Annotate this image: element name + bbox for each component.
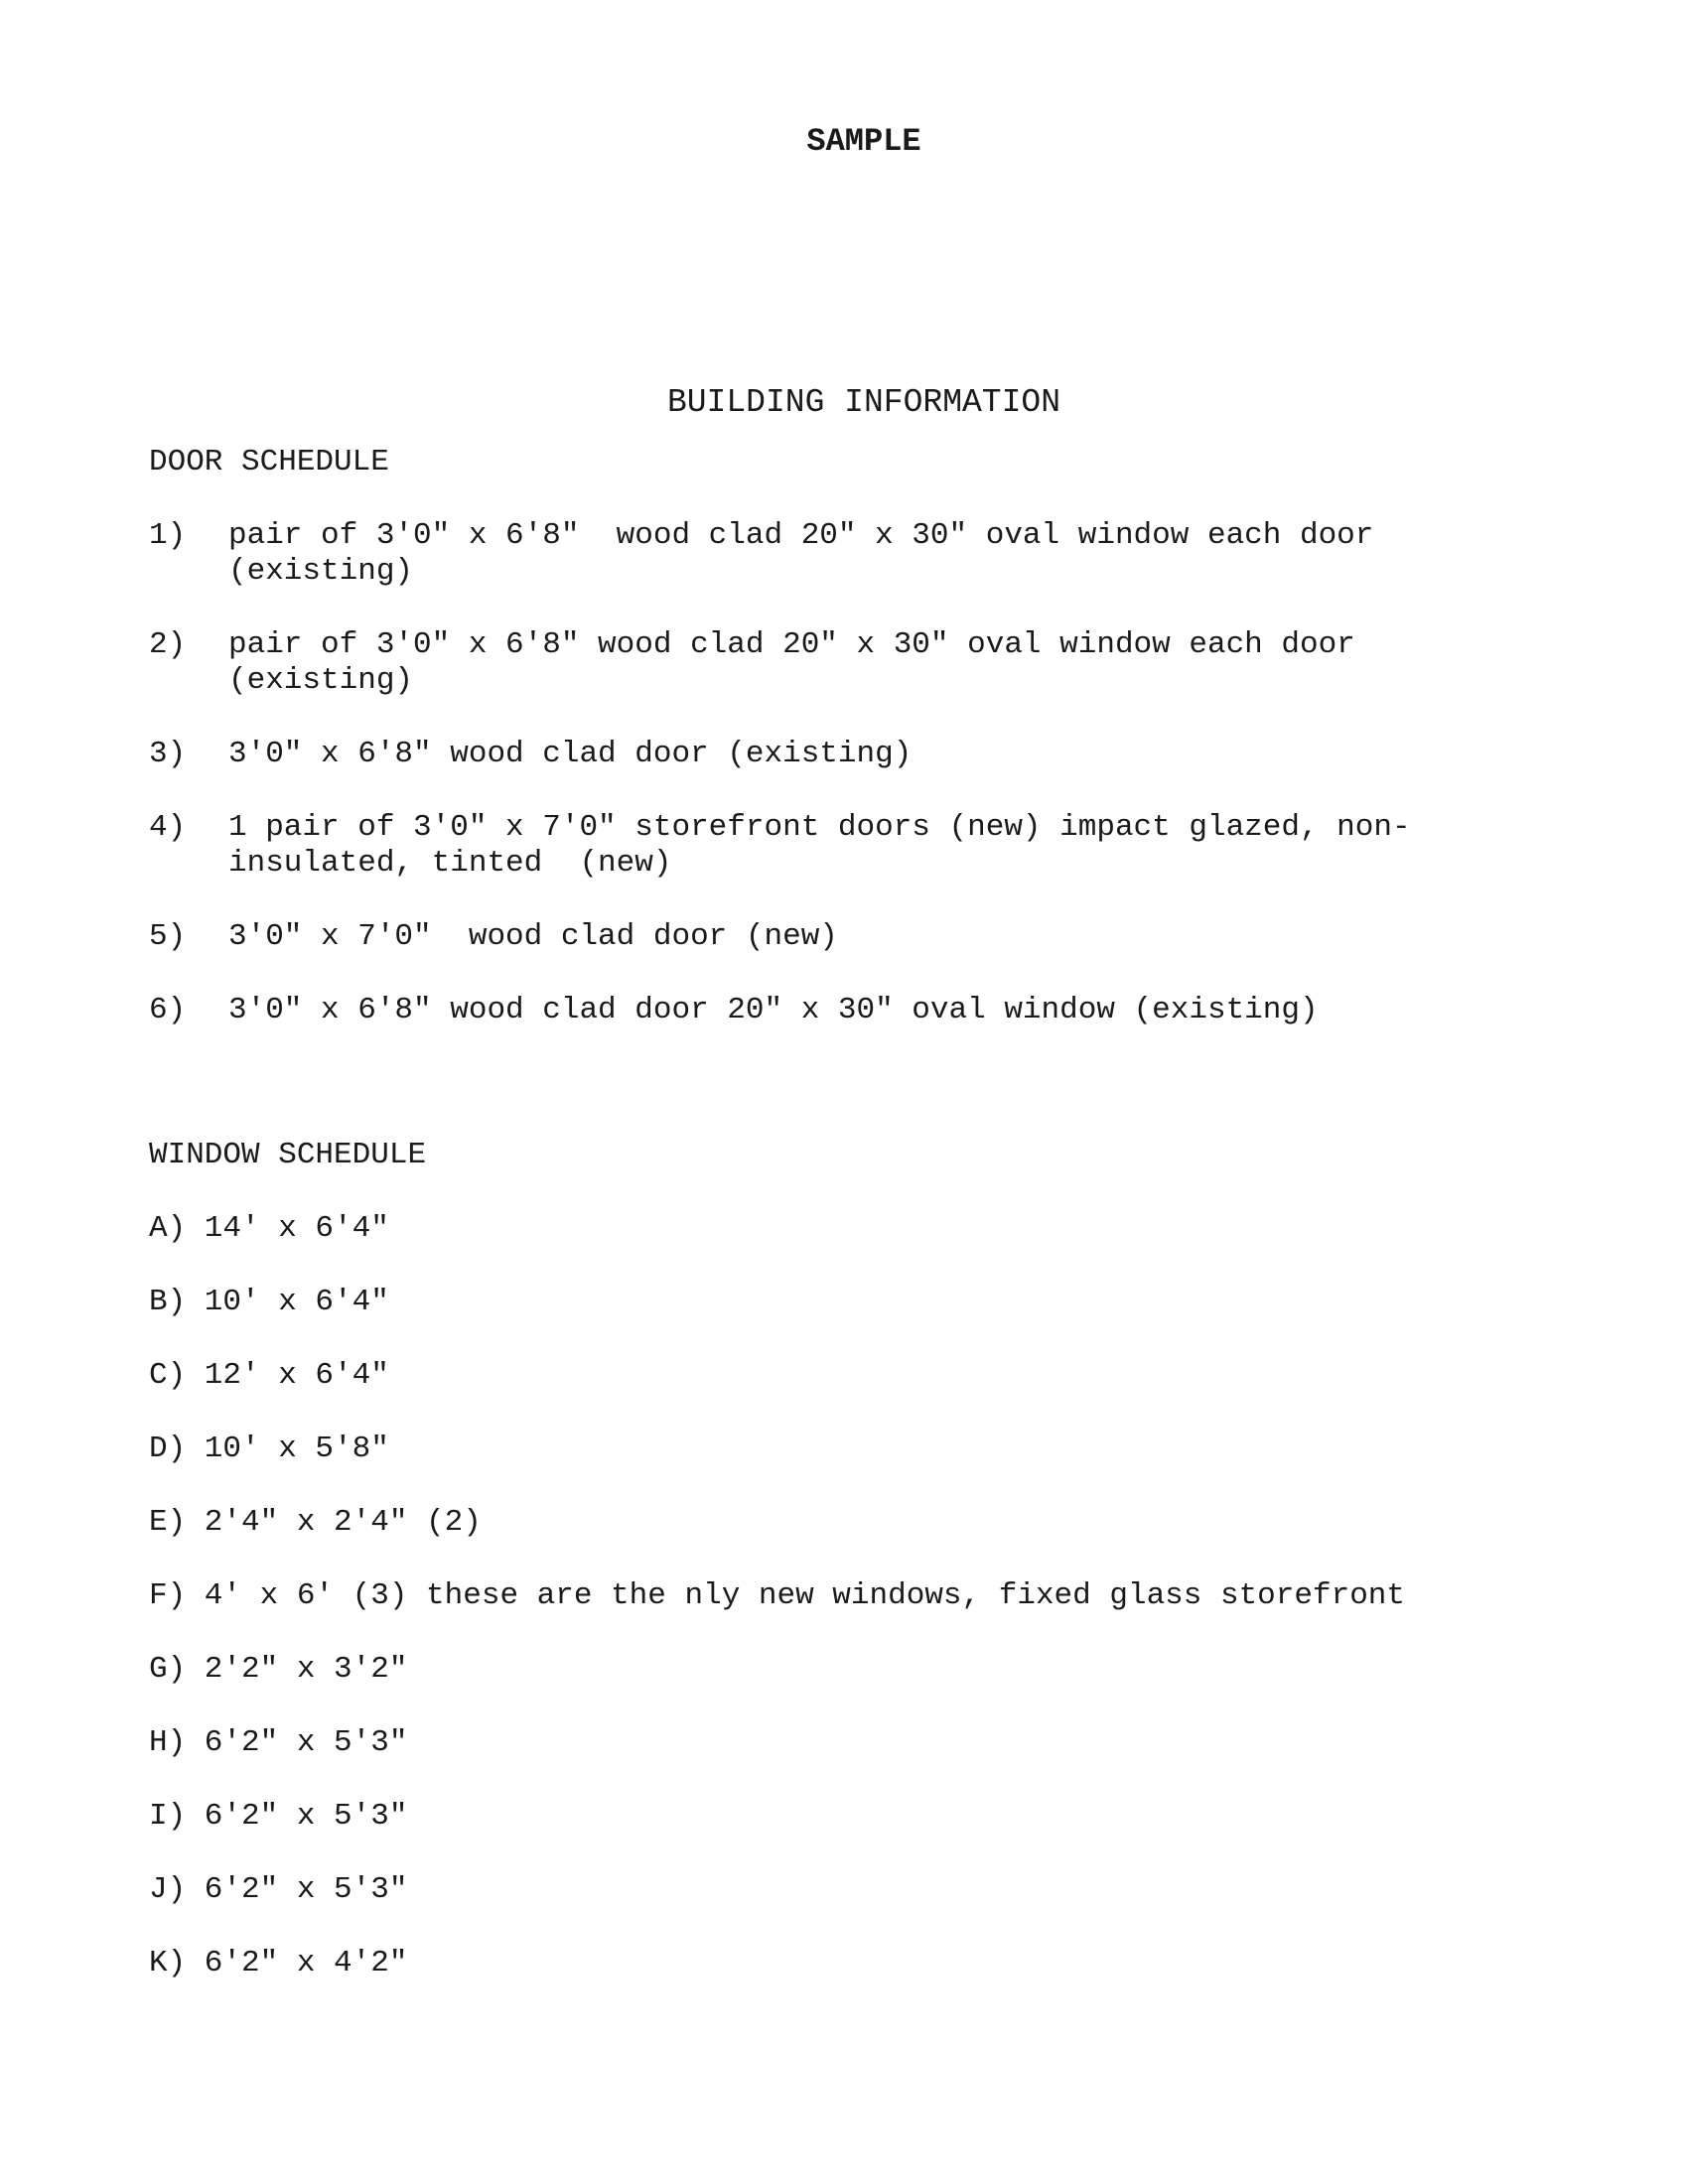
door-item-text xyxy=(228,919,1559,955)
door-item-text xyxy=(228,518,1559,590)
door-item-line: 3'0" x 6'8" wood clad door (existing) xyxy=(228,737,913,771)
window-schedule-heading: WINDOW SCHEDULE xyxy=(149,1138,427,1172)
door-item-line: 3'0" x 6'8" wood clad door 20" x 30" oval window (existing) xyxy=(228,993,1319,1027)
door-item-line: 1 pair of 3'0" x 7'0" storefront doors (new) impact glazed, non- xyxy=(228,810,1411,845)
door-item-line: insulated, tinted (new) xyxy=(228,846,672,881)
page-title: BUILDING INFORMATION xyxy=(666,384,1061,421)
window-item: C) 12' x 6'4" xyxy=(149,1358,389,1393)
window-item: F) 4' x 6' (3) these are the nly new windows, fixed glass storefront xyxy=(149,1578,1406,1613)
window-item: A) 14' x 6'4" xyxy=(149,1211,389,1246)
window-item: D) 10' x 5'8" xyxy=(149,1432,389,1466)
door-item-text xyxy=(228,737,1559,772)
door-schedule-heading: DOOR SCHEDULE xyxy=(149,445,389,479)
door-item-line: 3'0" x 7'0" wood clad door (new) xyxy=(228,919,838,954)
door-item-number: 1) xyxy=(149,518,187,553)
door-item-number: 3) xyxy=(149,737,187,771)
door-item-line: (existing) xyxy=(228,554,414,589)
door-item-line: pair of 3'0" x 6'8" wood clad 20" x 30" oval window each door xyxy=(228,627,1355,662)
door-item-number: 2) xyxy=(149,627,187,662)
window-item: I) 6'2" x 5'3" xyxy=(149,1799,408,1834)
window-item: K) 6'2" x 4'2" xyxy=(149,1946,408,1980)
door-item-number: 6) xyxy=(149,993,187,1027)
window-item: G) 2'2" x 3'2" xyxy=(149,1652,408,1687)
door-item-text xyxy=(228,810,1559,882)
door-item-number: 4) xyxy=(149,810,187,845)
window-item: E) 2'4" x 2'4" (2) xyxy=(149,1505,482,1540)
door-item-text xyxy=(228,627,1559,699)
door-item-number: 5) xyxy=(149,919,187,954)
door-item-line: (existing) xyxy=(228,663,414,698)
window-item: H) 6'2" x 5'3" xyxy=(149,1725,408,1760)
window-item: J) 6'2" x 5'3" xyxy=(149,1872,408,1907)
window-item: B) 10' x 6'4" xyxy=(149,1285,389,1319)
sample-label: SAMPLE xyxy=(806,123,921,160)
door-item-text xyxy=(228,993,1559,1028)
door-item-line: pair of 3'0" x 6'8" wood clad 20" x 30" oval window each door xyxy=(228,518,1374,553)
